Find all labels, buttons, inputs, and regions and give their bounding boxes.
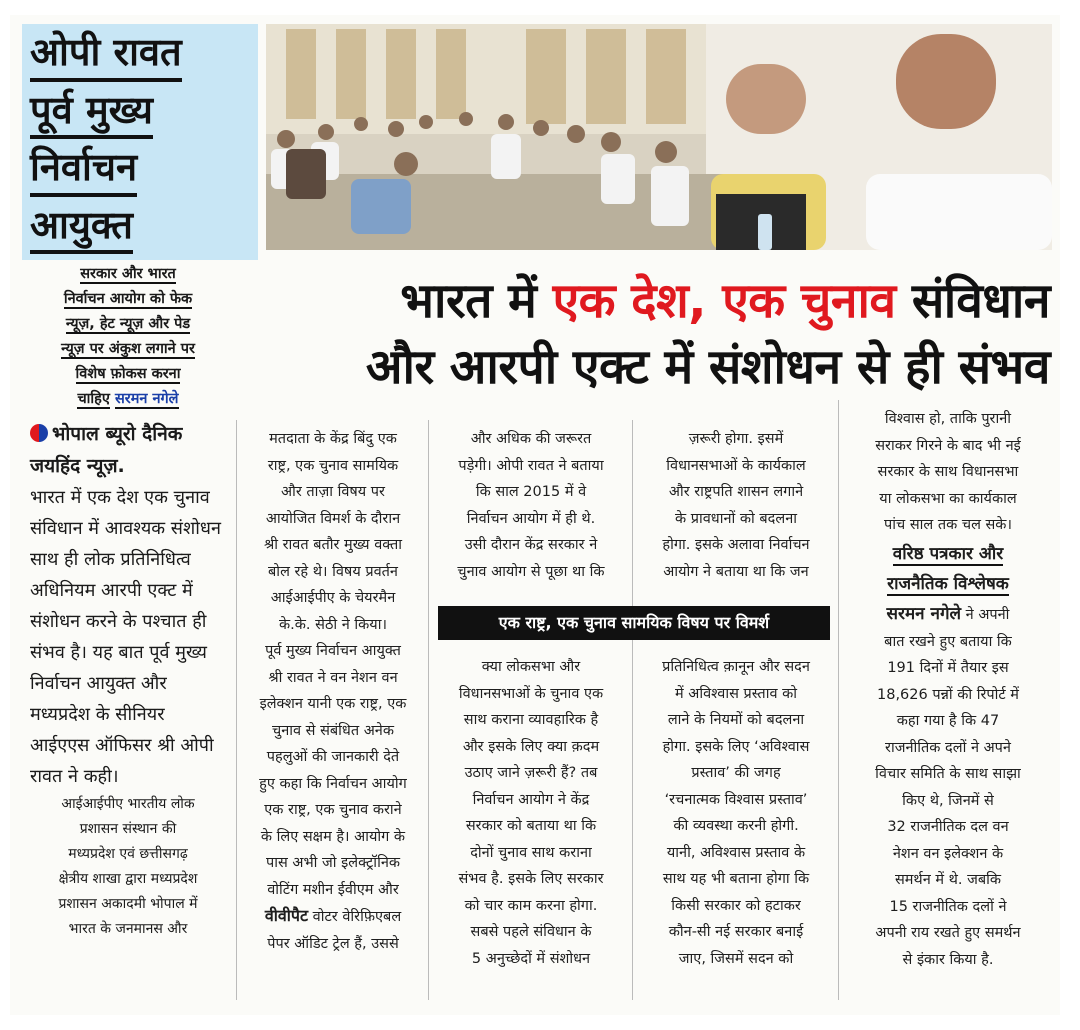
text-line: दोनों चुनाव साथ कराना [470, 844, 592, 861]
text-line: पहलुओं की जानकारी देते [266, 749, 400, 765]
author-heading-text: वरिष्ठ पत्रकार और [892, 543, 1004, 564]
text-line: राजनीतिक दलों ने अपने [885, 739, 1011, 756]
text-line [842, 599, 1054, 629]
lead-line: चाहिए [77, 391, 110, 407]
text-line: आयोग ने बताया था कि जन [663, 563, 809, 580]
text-line: वोटिंग मशीन ईवीएम और [267, 881, 399, 898]
text-line: किसी सरकार को हटाकर [671, 897, 801, 914]
text-line: कि साल 2015 में वे [475, 484, 587, 500]
text-line: पड़ेगी। ओपी रावत ने बताया [458, 457, 604, 474]
text-line: राष्ट्र, एक चुनाव सामयिक [267, 457, 399, 474]
sidebar-title-box [22, 24, 258, 260]
text-line: आयोजित विमर्श के दौरान [265, 510, 401, 527]
article-column-2-bottom [432, 654, 630, 972]
text-line: श्री रावत ने वन नेशन वन [268, 669, 398, 686]
small-line: क्षेत्रीय शाखा द्वारा मध्यप्रदेश [58, 871, 198, 887]
text-line: मतदाता के केंद्र बिंदु एक [269, 431, 397, 447]
text-line: पांच साल तक चल सके। [884, 517, 1012, 533]
text-line: कौन-सी नई सरकार बनाई [668, 924, 804, 940]
headline-highlight: एक देश, एक चुनाव [552, 273, 896, 329]
headline [250, 268, 1050, 400]
headline-line-2: और आरपी एक्ट में संशोधन से ही संभव [365, 339, 1050, 395]
bureau-text: भोपाल ब्यूरो दैनिक जयहिंद न्यूज़. [30, 423, 183, 477]
text-line: किए थे, जिनमें से [902, 792, 994, 809]
text-line: आईआईपीए के चेयरमैन [270, 590, 396, 606]
text-line: संभव है. इसके लिए सरकार [458, 871, 604, 887]
text-line: विधानसभाओं के कार्यकाल [666, 457, 806, 474]
text-line: बोल रहे थे। विषय प्रवर्तन [268, 563, 398, 580]
lead-line: न्यूज़, हेट न्यूज़ और पेड [65, 316, 191, 332]
text-line: से इंकार किया है. [902, 951, 994, 968]
small-line: प्रशासन संस्थान की [79, 821, 177, 837]
text-line: ज़रूरी होगा. इसमें [688, 431, 784, 447]
text-line: एक राष्ट्र, एक चुनाव कराने [264, 802, 402, 818]
author-heading-line [842, 539, 1054, 569]
text-line: साथ कराना व्यावहारिक है [463, 712, 599, 728]
text-line: सराकर गिरने के बाद भी नई [875, 437, 1021, 454]
text-line: लाने के नियमों को बदलना [667, 712, 805, 728]
sidebar-small-text [30, 792, 226, 942]
text-line: सबसे पहले संविधान के [470, 924, 592, 940]
text-line: और ताज़ा विषय पर [281, 484, 385, 500]
text-line: प्रतिनिधित्व क़ानून और सदन [662, 659, 810, 675]
text-line: को चार काम करना होगा. [464, 897, 598, 914]
sidebar-body: भारत में एक देश एक चुनाव संविधान में आवश्यक संशोधन साथ ही लोक प्रतिनिधित्व अधिनियम आरपी एक्ट में संशोधन करने के पश्चात ही संभव है। यह बात पूर्व मुख्य निर्वाचन आयुक्त और मध्यप्रदेश के सीनियर आईएएस ऑफिसर श्री ओपी रावत ने कही। [30, 487, 221, 787]
text-line [240, 903, 426, 931]
conference-photo [266, 24, 1052, 250]
text-line: यानी, अविश्वास प्रस्ताव के [666, 844, 806, 861]
column-rule [428, 420, 429, 1000]
text-line: होगा. इसके लिए ‘अविश्वास [662, 738, 810, 755]
text-line: हुए कहा कि निर्वाचन आयोग [259, 775, 407, 792]
text-line: इलेक्शन यानी एक राष्ट्र, एक [259, 696, 407, 712]
text-line: विचार समिति के साथ साझा [875, 766, 1021, 782]
sidebar-title-line: निर्वाचन [30, 145, 137, 197]
sidebar-title-line: ओपी रावत [30, 30, 182, 82]
column-rule [838, 400, 839, 1000]
text-line: 32 राजनीतिक दल वन [887, 819, 1009, 835]
text-line: पूर्व मुख्य निर्वाचन आयुक्त [265, 643, 401, 659]
text-line: समर्थन में थे. जबकि [894, 872, 1002, 888]
text-line: क्या लोकसभा और [481, 659, 581, 675]
conference-photo-image [266, 24, 1052, 250]
headline-text: भारत में [400, 273, 553, 329]
sidebar-lead [30, 262, 226, 412]
column-rule [236, 420, 237, 1000]
text-line: 15 राजनीतिक दलों ने [889, 898, 1007, 915]
text-line: बात रखने हुए बताया कि [884, 633, 1012, 650]
lead-line: विशेष फ़ोकस करना [75, 366, 181, 382]
text-line: जाए, जिसमें सदन को [678, 950, 794, 967]
small-line: प्रशासन अकादमी भोपाल में [58, 896, 198, 912]
text-line: कहा गया है कि 47 [896, 713, 1000, 729]
text-line: उठाए जाने ज़रूरी हैं? तब [464, 765, 598, 781]
bureau-line [30, 418, 226, 482]
text-line: और राष्ट्रपति शासन लगाने [668, 484, 804, 500]
small-line: भारत के जनमानस और [68, 921, 188, 937]
headline-text: संविधान [895, 273, 1050, 329]
author-heading-text: राजनैतिक विश्लेषक [887, 573, 1009, 594]
text-line: 5 अनुच्छेदों में संशोधन [471, 950, 591, 967]
text-line: पेपर ऑडिट ट्रेल हैं, उससे [267, 935, 399, 952]
author-heading-name: सरमन नगेले [886, 603, 962, 624]
sidebar-title-line: पूर्व मुख्य [30, 88, 153, 140]
text-line: अपनी राय रखते हुए समर्थन [875, 925, 1021, 941]
article-column-1 [240, 426, 426, 957]
small-line: मध्यप्रदेश एवं छत्तीसगढ़ [68, 846, 188, 862]
text-line: के प्रावधानों को बदलना [674, 510, 797, 527]
sidebar-article [30, 262, 226, 942]
article-column-4 [842, 406, 1054, 973]
article-column-3-bottom [636, 654, 836, 972]
author-heading-line [842, 569, 1054, 599]
text-line: साथ यह भी बताना होगा कि [662, 871, 810, 887]
text-line: प्रस्ताव’ की जगह [691, 765, 781, 781]
column-rule [632, 420, 633, 1000]
text-line: होगा. इसके अलावा निर्वाचन [662, 537, 810, 553]
text-line: और अधिक की जरूरत [470, 431, 592, 447]
headline-line-1 [250, 268, 1050, 334]
text-line: विश्वास हो, ताकि पुरानी [884, 411, 1012, 427]
text-line: नेशन वन इलेक्शन के [892, 845, 1004, 862]
text-line: उसी दौरान केंद्र सरकार ने [464, 537, 598, 553]
text-line: निर्वाचन आयोग में ही थे. [466, 510, 596, 527]
lead-line: निर्वाचन आयोग को फेक [63, 291, 193, 307]
text-line: चुनाव आयोग से पूछा था कि [457, 563, 605, 580]
text-line: पास अभी जो इलेक्ट्रॉनिक [265, 855, 401, 871]
sidebar-title-line: आयुक्त [30, 203, 133, 255]
text-line: के.के. सेठी ने किया। [279, 616, 387, 633]
text-line: चुनाव से संबंधित अनेक [272, 722, 394, 739]
lead-line: न्यूज़ पर अंकुश लगाने पर [61, 341, 195, 357]
small-line: आईआईपीए भारतीय लोक [61, 796, 195, 812]
text-fragment: ने अपनी [961, 606, 1010, 623]
text-line: 191 दिनों में तैयार इस [887, 660, 1009, 676]
text-line: 18,626 पन्नों की रिपोर्ट में [877, 686, 1019, 703]
text-fragment: वोटर वेरिफ़िएबल [308, 909, 402, 925]
text-line: विधानसभाओं के चुनाव एक [458, 685, 604, 702]
article-column-2-top [432, 426, 630, 585]
text-line: निर्वाचन आयोग ने केंद्र [472, 791, 590, 808]
text-line: श्री रावत बतौर मुख्य वक्ता [263, 537, 403, 553]
text-line: और इसके लिए क्या क़दम [462, 738, 600, 755]
article-column-3-top [636, 426, 836, 585]
subheading-bar: एक राष्ट्र, एक चुनाव सामयिक विषय पर विमर्श [438, 606, 830, 640]
lead-line: सरकार और भारत [80, 266, 176, 282]
newspaper-logo-icon [30, 424, 48, 442]
text-line: ‘रचनात्मक विश्वास प्रस्ताव’ [664, 791, 808, 808]
text-line: के लिए सक्षम है। आयोग के [260, 828, 406, 845]
text-line: की व्यवस्था करनी होगी. [673, 818, 799, 834]
text-line: या लोकसभा का कार्यकाल [879, 490, 1017, 507]
author-name: सरमन नगेले [114, 391, 179, 407]
text-line: में अविश्वास प्रस्ताव को [674, 685, 798, 702]
text-line: सरकार को बताया था कि [465, 818, 597, 834]
bold-term: वीवीपैट [264, 906, 309, 925]
text-line: सरकार के साथ विधानसभा [877, 464, 1019, 480]
